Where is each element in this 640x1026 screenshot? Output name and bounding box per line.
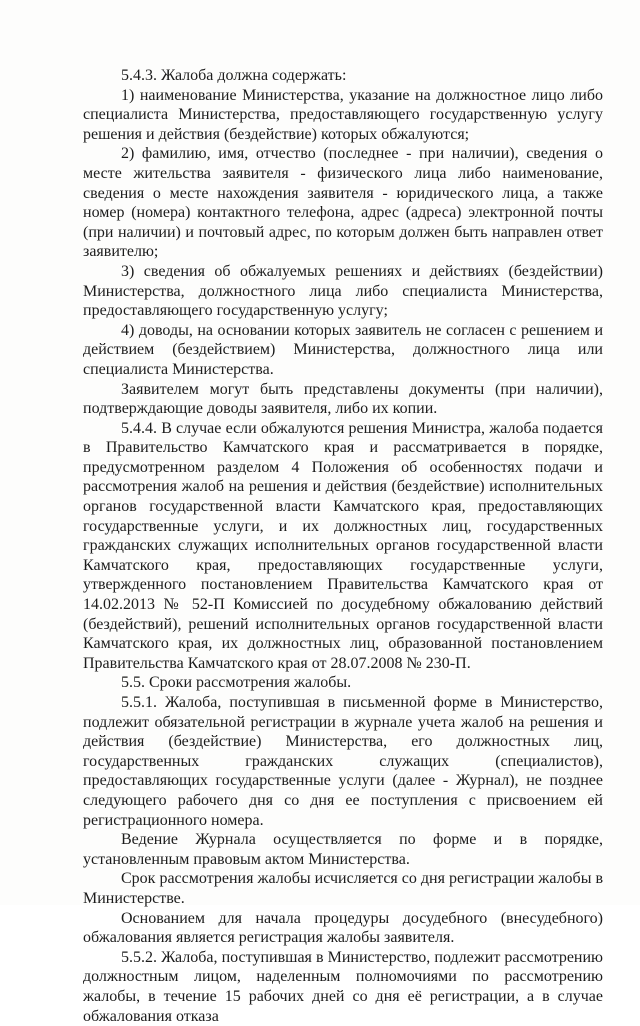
paragraph-term-note: Срок рассмотрения жалобы исчисляется со дня регистрации жалобы в Министерстве. xyxy=(83,870,603,907)
paragraph-5-5-1: 5.5.1. Жалоба, поступившая в письменной форме в Министерство, подлежит обязательной регистрации в журнале учета жалоб на решения и действия (бездействие) Министерства, его должностных лиц, государственных гражданских служащих (специалистов), предоставляющих государственные услуги (далее - Журнал), не позднее следующего рабочего дня со дня ее поступления с присвоением ей регистрационного номера. xyxy=(83,694,603,829)
paragraph-5-5-2: 5.5.2. Жалоба, поступившая в Министерство, подлежит рассмотрению должностным лицом, наделенным полномочиями по рассмотрению жалобы, в течение 15 рабочих дней со дня её регистрации, а в случае обжалования отказа xyxy=(83,948,603,1025)
paragraph-5-4-4: 5.4.4. В случае если обжалуются решения Министра, жалоба подается в Правительство Камчатского края и рассматривается в порядке, предусмотренном разделом 4 Положения об особенностях подачи и рассмотрения жалоб на решения и действия (бездействие) исполнительных органов государственной власти Камчатского края, предоставляющих государственные услуги, и их должностных лиц, государственных гражданских служащих исполнительных органов государственной власти Камчатского края, предоставляющих государственные услуги, утвержденного постановлением Правительства Камчатского края от 14.02.2013 № 52-П Комиссией по досудебному обжалованию действий (бездействий), решений исполнительных органов государственной власти Камчатского края, их должностных лиц, образованной постановлением Правительства Камчатского края от 28.07.2008 № 230-П. xyxy=(83,419,603,672)
paragraph-item-3: 3) сведения об обжалуемых решениях и действиях (бездействии) Министерства, должностного лица либо специалиста Министерства, предоставляющего государственную услугу; xyxy=(83,262,603,320)
document-body xyxy=(83,66,603,1026)
paragraph-5-4-3-heading: 5.4.3. Жалоба должна содержать: xyxy=(121,67,347,84)
paragraph-journal-note: Ведение Журнала осуществляется по форме и в порядке, установленным правовым актом Министерства. xyxy=(83,831,603,868)
paragraph-documents-note: Заявителем могут быть представлены документы (при наличии), подтверждающие доводы заявителя, либо их копии. xyxy=(83,380,603,418)
paragraph-basis-note: Основанием для начала процедуры досудебного (внесудебного) обжалования является регистрация жалобы заявителя. xyxy=(83,909,603,947)
paragraph-item-4: 4) доводы, на основании которых заявитель не согласен с решением и действием (бездействием) Министерства, должностного лица или специалиста Министерства. xyxy=(83,321,603,378)
paragraph-item-2: 2) фамилию, имя, отчество (последнее - при наличии), сведения о месте жительства заявителя - физического лица либо наименование, сведения о месте нахождения заявителя - юридического лица, а также номер (номера) контактного телефона, адрес (адреса) электронной почты (при наличии) и почтовый адрес, по которым должен быть направлен ответ заявителю; xyxy=(83,145,603,261)
paragraph-5-5-heading: 5.5. Сроки рассмотрения жалобы. xyxy=(121,674,352,692)
paragraph-item-1: 1) наименование Министерства, указание на должностное лицо либо специалиста Министерства, предоставляющего государственную услугу решения и действия (бездействие) которых обжалуются; xyxy=(83,86,603,143)
